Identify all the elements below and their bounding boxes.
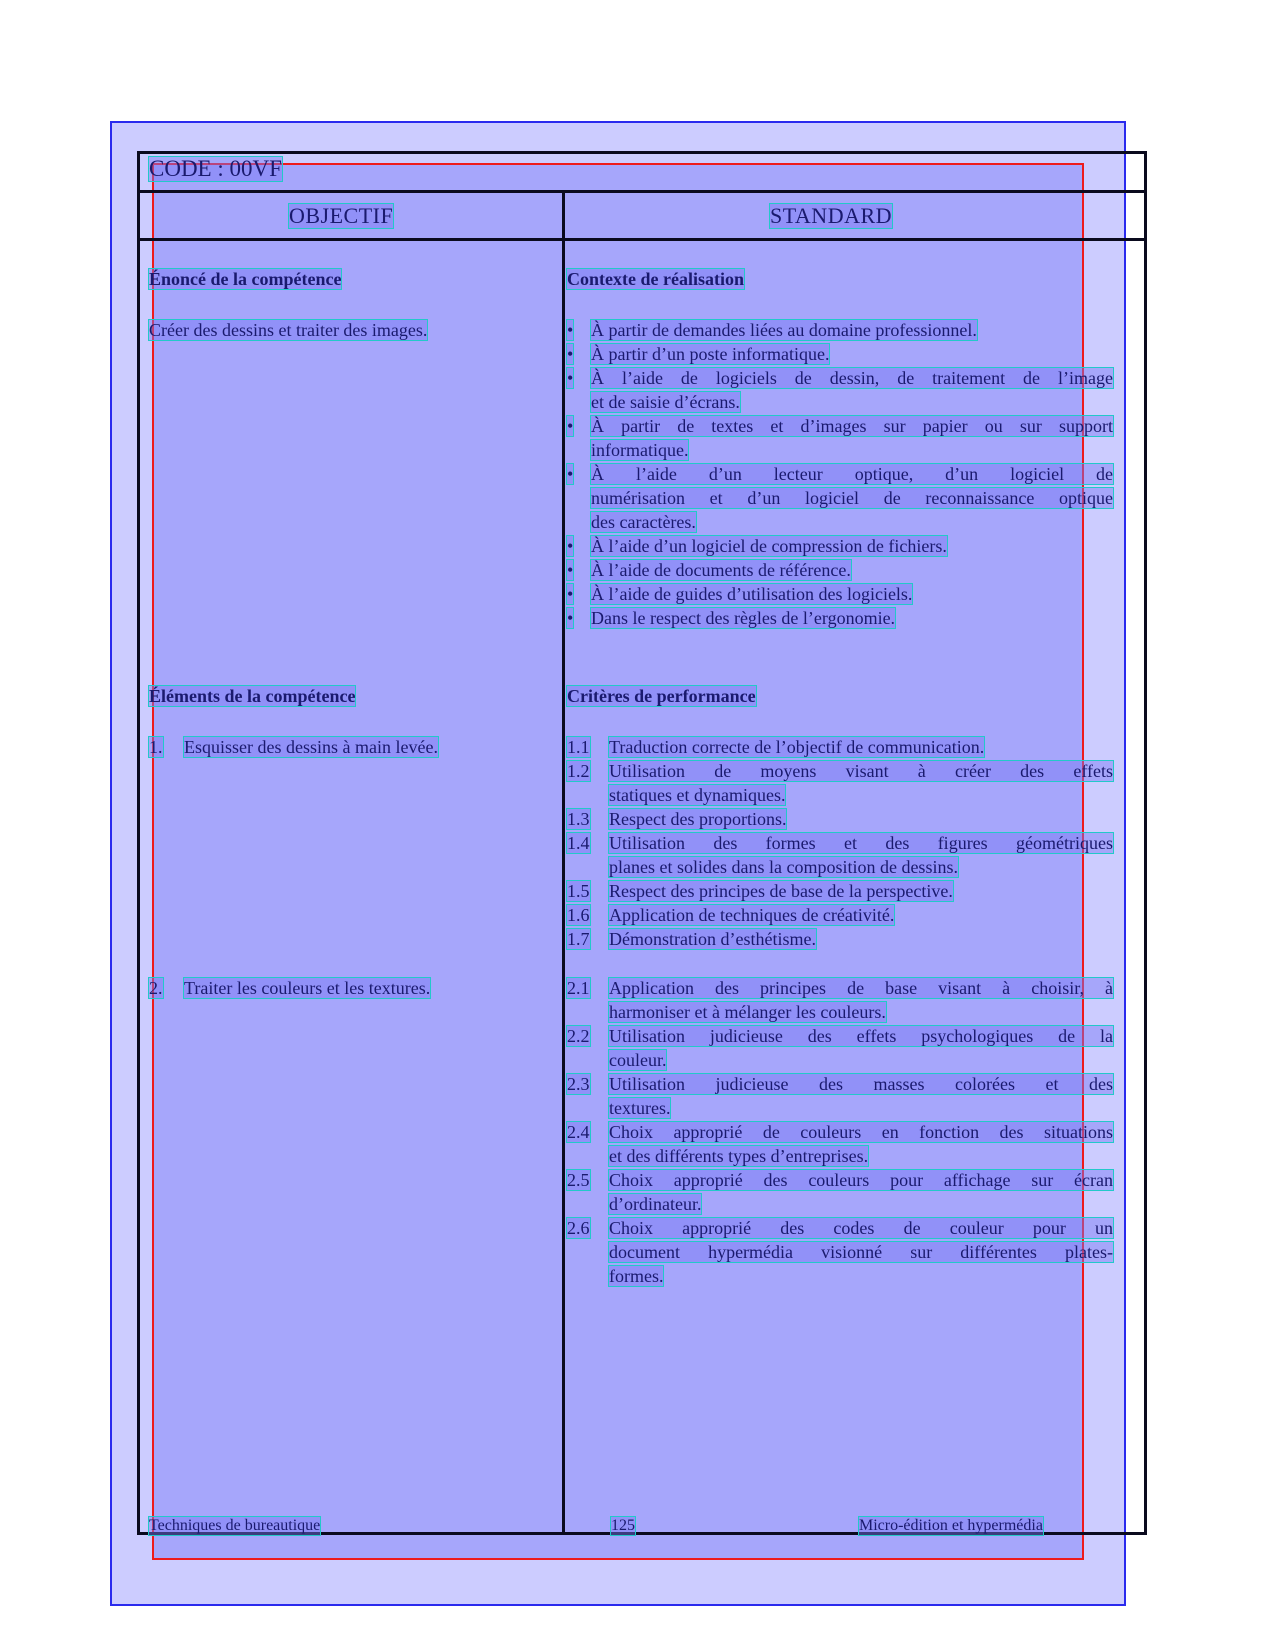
context-item-line: numérisation et d’un logiciel de reconnaissance optique — [591, 488, 1113, 508]
realization-context-title: Contexte de réalisation — [567, 269, 744, 289]
header-divider — [137, 190, 1147, 193]
element-1-number: 1. — [149, 737, 163, 757]
criterion-line: formes. — [609, 1266, 664, 1286]
column-header-divider — [137, 238, 1147, 241]
criterion-number: 2.6 — [567, 1218, 590, 1238]
criterion-number: 2.4 — [567, 1122, 590, 1142]
criterion-number: 1.6 — [567, 905, 590, 925]
criterion-line: Utilisation des formes et des figures géométriques — [609, 833, 1113, 853]
context-bullet: • — [567, 560, 574, 580]
criterion-line: et des différents types d’entreprises. — [609, 1146, 869, 1166]
criterion-line: planes et solides dans la composition de dessins. — [609, 857, 958, 877]
criterion-line: Démonstration d’esthétisme. — [609, 929, 816, 949]
criterion-line: Utilisation judicieuse des masses colorées et des — [609, 1074, 1113, 1094]
criterion-line: Traduction correcte de l’objectif de communication. — [609, 737, 985, 757]
criterion-line: couleur. — [609, 1050, 667, 1070]
criterion-line: Choix approprié des couleurs pour affichage sur écran — [609, 1170, 1113, 1190]
criterion-number: 1.2 — [567, 761, 590, 781]
criterion-number: 2.3 — [567, 1074, 590, 1094]
footer-page-number: 125 — [611, 1517, 635, 1534]
criterion-line: textures. — [609, 1098, 671, 1118]
footer-program-name: Techniques de bureautique — [149, 1517, 321, 1534]
competency-code: CODE : 00VF — [149, 156, 282, 181]
competency-elements-title: Éléments de la compétence — [149, 686, 356, 706]
element-2-text: Traiter les couleurs et les textures. — [184, 978, 431, 998]
criterion-number: 1.3 — [567, 809, 590, 829]
criterion-line: Utilisation de moyens visant à créer des effets — [609, 761, 1113, 781]
criterion-line: document hypermédia visionné sur différentes plates- — [609, 1242, 1113, 1262]
context-item-line: À l’aide d’un lecteur optique, d’un logiciel de — [591, 464, 1113, 484]
criterion-line: Application de techniques de créativité. — [609, 905, 895, 925]
criterion-line: Utilisation judicieuse des effets psychologiques de la — [609, 1026, 1113, 1046]
context-bullet: • — [567, 608, 574, 628]
context-item-line: des caractères. — [591, 512, 696, 532]
context-bullet: • — [567, 344, 574, 364]
context-item-line: À partir de textes et d’images sur papier ou sur support — [591, 416, 1113, 436]
criterion-number: 2.5 — [567, 1170, 590, 1190]
criterion-number: 1.5 — [567, 881, 590, 901]
context-bullet: • — [567, 368, 574, 388]
context-item-line: et de saisie d’écrans. — [591, 392, 740, 412]
context-bullet: • — [567, 584, 574, 604]
footer-section-name: Micro-édition et hypermédia — [859, 1517, 1043, 1534]
criterion-line: Application des principes de base visant à choisir, à — [609, 978, 1113, 998]
context-item-line: À l’aide d’un logiciel de compression de fichiers. — [591, 536, 947, 556]
criterion-line: Choix approprié des codes de couleur pour un — [609, 1218, 1113, 1238]
context-item-line: À partir d’un poste informatique. — [591, 344, 830, 364]
performance-criteria-title: Critères de performance — [567, 686, 756, 706]
element-1-text: Esquisser des dessins à main levée. — [184, 737, 438, 757]
context-item-line: À l’aide de logiciels de dessin, de traitement de l’image — [591, 368, 1113, 388]
criterion-line: Respect des proportions. — [609, 809, 787, 829]
criterion-number: 2.2 — [567, 1026, 590, 1046]
competency-statement: Créer des dessins et traiter des images. — [149, 320, 428, 340]
context-item-line: À partir de demandes liées au domaine professionnel. — [591, 320, 977, 340]
context-item-line: À l’aide de documents de référence. — [591, 560, 851, 580]
criterion-line: statiques et dynamiques. — [609, 785, 786, 805]
context-bullet: • — [567, 464, 574, 484]
context-item-line: informatique. — [591, 440, 689, 460]
criterion-number: 2.1 — [567, 978, 590, 998]
competency-statement-title: Énoncé de la compétence — [149, 269, 342, 289]
criterion-line: d’ordinateur. — [609, 1194, 702, 1214]
context-bullet: • — [567, 320, 574, 340]
context-item-line: À l’aide de guides d’utilisation des logiciels. — [591, 584, 913, 604]
context-bullet: • — [567, 416, 574, 436]
criterion-line: harmoniser et à mélanger les couleurs. — [609, 1002, 886, 1022]
element-2-number: 2. — [149, 978, 163, 998]
context-item-line: Dans le respect des règles de l’ergonomie. — [591, 608, 896, 628]
criterion-line: Choix approprié de couleurs en fonction des situations — [609, 1122, 1113, 1142]
column-heading-standard: STANDARD — [770, 203, 893, 228]
criterion-number: 1.4 — [567, 833, 590, 853]
column-heading-objectif: OBJECTIF — [289, 203, 394, 228]
criterion-number: 1.1 — [567, 737, 590, 757]
context-bullet: • — [567, 536, 574, 556]
criterion-number: 1.7 — [567, 929, 590, 949]
column-divider — [562, 193, 565, 1535]
criterion-line: Respect des principes de base de la perspective. — [609, 881, 953, 901]
